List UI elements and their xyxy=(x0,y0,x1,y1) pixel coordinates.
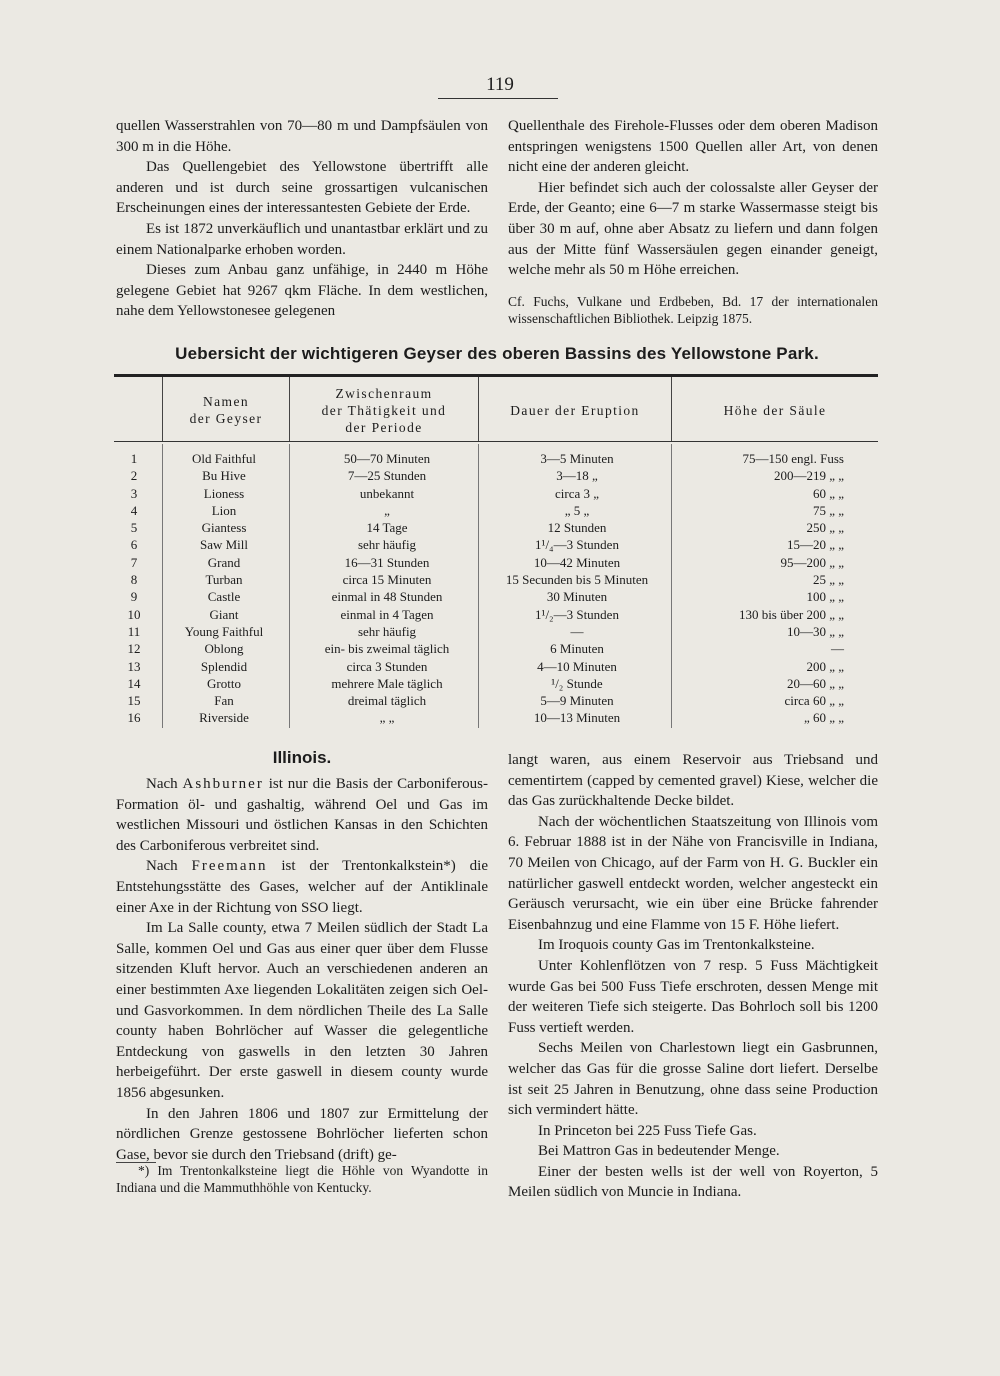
duration-cell: 4—10 Minuten xyxy=(537,658,617,674)
height-cell: 200 „ „ xyxy=(806,658,844,674)
row-number: 16 xyxy=(127,710,141,726)
interval-cell: 16—31 Stunden xyxy=(344,554,430,570)
footnote-text: *) Im Trentonkalksteine liegt die Höhle von Wyandotte in Indiana und die Mammuthhöhle von Kentucky. xyxy=(116,1163,488,1195)
table-row xyxy=(114,623,878,640)
duration-cell: 3—5 Minuten xyxy=(540,451,614,466)
table-row xyxy=(114,709,878,726)
row-number: 13 xyxy=(127,658,141,674)
table-row xyxy=(114,554,878,571)
author-name: Freemann xyxy=(191,858,268,875)
duration-cell: 10—42 Minuten xyxy=(533,554,621,570)
interval-cell: circa 15 Minuten xyxy=(342,572,432,588)
author-name: Ashburner xyxy=(182,776,264,792)
table-row xyxy=(114,640,878,657)
geyser-name: Riverside xyxy=(199,710,249,726)
paragraph: Hier befindet sich auch der colossalste aller Geyser der Erde, der Geanto; eine 6—7 m starke Wassermasse steigt bis über 30 m auf, ohne aber Absatz zu liefern und dann folgen aus der Mitte fünf Wassersäulen gegen einander geneigt, welche mehr als 50 m Höhe erreichen. xyxy=(508,179,878,279)
interval-cell: ein- bis zweimal täglich xyxy=(324,641,450,657)
geyser-name: Fan xyxy=(214,693,234,709)
height-cell: 200—219 „ „ xyxy=(773,468,844,484)
row-number: 15 xyxy=(127,693,141,709)
duration-cell: 15 Secunden bis 5 Minuten xyxy=(505,572,649,588)
footnote xyxy=(116,1162,488,1196)
geyser-name: Saw Mill xyxy=(199,537,249,553)
height-cell: 75 „ „ xyxy=(812,502,844,518)
geyser-name: Giantess xyxy=(201,520,247,536)
row-number: 14 xyxy=(127,675,141,691)
height-cell: 25 „ „ xyxy=(812,572,844,588)
paragraph: Nach der wöchentlichen Staatszeitung von Illinois vom 6. Februar 1888 ist in der Nähe von Francisville in Indiana, 70 Meilen von Chicago, auf der Farm von H. G. Buckler ein natürlicher gaswell entdeckt worden, welcher angesteckt ein Geräusch verursacht, wie ein über eine Brücke fahrender Eisenbahnzug und eine Flamme von 15 F. Höhe liefert. xyxy=(508,813,878,933)
geyser-name: Lioness xyxy=(203,485,245,501)
row-number: 6 xyxy=(130,537,138,553)
row-number: 11 xyxy=(127,623,141,639)
paragraph: Das Quellengebiet des Yellowstone übertrifft alle anderen und ist durch seine grossartigen vulcanischen Erscheinungen eines der interessantesten Gebiete der Erde. xyxy=(116,159,488,217)
duration-cell: circa 3 „ xyxy=(554,485,600,501)
row-number: 10 xyxy=(127,606,141,622)
header-label: Namen der Geyser xyxy=(189,394,263,426)
interval-cell: sehr häufig xyxy=(357,537,417,553)
table-row xyxy=(114,658,878,675)
duration-cell: 30 Minuten xyxy=(546,589,608,605)
geyser-name: Oblong xyxy=(204,641,244,657)
top-left-column xyxy=(116,116,488,322)
row-number: 4 xyxy=(130,502,138,518)
geyser-table-body xyxy=(114,450,878,727)
duration-cell: 10—13 Minuten xyxy=(533,710,621,726)
table-row xyxy=(114,519,878,536)
text-run: Nach xyxy=(146,858,192,875)
text-run: ist nur die Basis der Carboniferous-Formation öl- und gashaltig, während Oel und Gas im westlichen Missouri und östlichen Kansas in den Schichten des Carboniferous verbreitet sind. xyxy=(116,776,488,854)
row-number: 9 xyxy=(130,589,138,605)
interval-cell: einmal in 48 Stunden xyxy=(331,589,443,605)
bottom-left-column xyxy=(116,774,488,1165)
duration-cell: 3—18 „ xyxy=(556,468,598,484)
table-row xyxy=(114,536,878,553)
table-row xyxy=(114,588,878,605)
reference-note: Cf. Fuchs, Vulkane und Erdbeben, Bd. 17 der internationalen wissenschaftlichen Bibliothek. Leipzig 1875. xyxy=(508,293,878,326)
geyser-name: Turban xyxy=(205,572,243,588)
duration-cell: „ 5 „ xyxy=(564,502,590,518)
interval-cell: 7—25 Stunden xyxy=(347,468,427,484)
header-label: Dauer der Eruption xyxy=(510,402,640,418)
height-cell: — xyxy=(831,641,844,657)
paragraph: Es ist 1872 unverkäuflich und unantastbar erklärt und zu einem Nationalparke erhoben worden. xyxy=(116,220,488,258)
paragraph: Unter Kohlenflötzen von 7 resp. 5 Fuss Mächtigkeit wurde Gas bei 500 Fuss Tiefe erschroten, dessen Menge mit der weiteren Tiefe sich steigerte. Das Bohrloch soll bis 1200 Fuss vertieft werden. xyxy=(508,957,878,1036)
interval-cell: dreimal täglich xyxy=(347,693,427,709)
page-number: 119 xyxy=(486,74,514,95)
row-number: 12 xyxy=(127,641,141,657)
header-label: Zwischenraum der Thätigkeit und der Periode xyxy=(321,385,447,435)
interval-cell: „ xyxy=(384,502,390,518)
table-row xyxy=(114,485,878,502)
duration-cell: 1¹/₄—3 Stunden xyxy=(535,537,619,553)
paragraph xyxy=(116,856,488,918)
interval-cell: unbekannt xyxy=(359,485,415,501)
table-header-duration xyxy=(479,380,671,440)
row-number: 2 xyxy=(130,468,138,484)
height-cell: 130 bis über 200 „ „ xyxy=(738,606,844,622)
geyser-name: Young Faithful xyxy=(184,623,264,639)
row-number: 8 xyxy=(130,572,138,588)
duration-cell: ¹/₂ Stunde xyxy=(551,675,603,691)
table-top-rule xyxy=(114,374,878,377)
height-cell: „ 60 „ „ xyxy=(803,710,844,726)
geyser-name: Grotto xyxy=(207,675,241,691)
height-cell: 20—60 „ „ xyxy=(786,675,844,691)
geyser-name: Bu Hive xyxy=(202,468,246,484)
duration-cell: 1¹/₂—3 Stunden xyxy=(535,606,619,622)
text-run: ist der Trentonkalkstein*) die Entstehungsstätte des Gases, welcher auf der Antiklinale einer Axe in der Richtung von SSO liegt. xyxy=(116,858,488,916)
duration-cell: 12 Stunden xyxy=(547,520,607,536)
height-cell: 10—30 „ „ xyxy=(786,623,844,639)
interval-cell: 14 Tage xyxy=(366,520,408,536)
geyser-name: Giant xyxy=(209,606,239,622)
table-row xyxy=(114,675,878,692)
height-cell: circa 60 „ „ xyxy=(784,693,844,709)
height-cell: 250 „ „ xyxy=(806,520,844,536)
interval-cell: circa 3 Stunden xyxy=(346,658,428,674)
height-cell: 60 „ „ xyxy=(812,485,844,501)
section-title-illinois: Illinois. xyxy=(272,748,332,767)
interval-cell: sehr häufig xyxy=(357,623,417,639)
paragraph: langt waren, aus einem Reservoir aus Triebsand und cementirtem (capped by cemented gravel) Kiese, welcher die das Gas zurückhaltende Decke bildet. xyxy=(508,752,878,810)
interval-cell: einmal in 4 Tagen xyxy=(340,606,434,622)
paragraph: In Princeton bei 225 Fuss Tiefe Gas. xyxy=(538,1122,757,1139)
top-right-column xyxy=(508,116,878,327)
text-run: Nach xyxy=(146,776,183,792)
paragraph: Quellenthale des Firehole-Flusses oder dem oberen Madison entspringen wenigstens 1500 Quellen aller Art, von denen nicht eine der anderen gleicht. xyxy=(508,118,878,176)
row-number: 7 xyxy=(130,554,138,570)
row-number: 3 xyxy=(130,485,138,501)
table-row xyxy=(114,467,878,484)
duration-cell: 5—9 Minuten xyxy=(540,693,614,709)
paragraph: Sechs Meilen von Charlestown liegt ein Gasbrunnen, welcher das Gas für die grosse Saline dort liefert. Derselbe ist seit 25 Jahren in Benutzung, ohne dass seine Production sich vermindert hätte. xyxy=(508,1040,878,1119)
paragraph: In den Jahren 1806 und 1807 zur Ermittelung der nördlichen Grenze gestossene Bohrlöcher lieferten schon Gase, bevor sie durch den Triebsand (drift) ge- xyxy=(116,1105,488,1163)
table-title: Uebersicht der wichtigeren Geyser des oberen Bassins des Yellowstone Park. xyxy=(175,344,819,363)
height-cell: 15—20 „ „ xyxy=(786,537,844,553)
table-row xyxy=(114,450,878,467)
paragraph: quellen Wasserstrahlen von 70—80 m und Dampfsäulen von 300 m in die Höhe. xyxy=(116,118,488,155)
interval-cell: mehrere Male täglich xyxy=(331,675,443,691)
paragraph: Im La Salle county, etwa 7 Meilen südlich der Stadt La Salle, kommen Oel und Gas aus einer quer über dem Flusse sitzenden Kluft hervor. Auch an verschiedenen anderen an einer bestimmten Axe liegenden Lokalitäten zeigen sich Oel- und Gasvorkommen. In dem nördlichen Theile des La Salle county haben Bohrlöcher auf Wasser die gelegentliche Entdeckung von gaswells in den letzten 30 Jahren herbeigeführt. Der erste gaswell in diesem county wurde 1856 abgesunken. xyxy=(116,920,488,1101)
geyser-name: Splendid xyxy=(200,658,248,674)
paragraph: Einer der besten wells ist der well von Royerton, 5 Meilen südlich von Muncie in Indiana. xyxy=(508,1163,878,1201)
table-header-name xyxy=(163,380,289,440)
height-cell: 100 „ „ xyxy=(806,589,844,605)
paragraph: Im Iroquois county Gas im Trentonkalksteine. xyxy=(538,937,815,954)
table-header-interval xyxy=(290,380,478,440)
table-header-height xyxy=(672,380,878,440)
row-number: 5 xyxy=(130,520,138,536)
table-row xyxy=(114,606,878,623)
paragraph: Bei Mattron Gas in bedeutender Menge. xyxy=(538,1143,780,1160)
duration-cell: — xyxy=(570,623,584,639)
paragraph: Dieses zum Anbau ganz unfähige, in 2440 m Höhe gelegene Gebiet hat 9267 qkm Fläche. In dem westlichen, nahe dem Yellowstonesee gelegenen xyxy=(116,262,488,320)
bottom-right-column xyxy=(508,750,878,1203)
table-header-rule xyxy=(114,441,878,442)
height-cell: 95—200 „ „ xyxy=(780,554,844,570)
geyser-name: Old Faithful xyxy=(192,451,256,466)
page-number-rule xyxy=(438,98,558,99)
height-cell: 75—150 engl. Fuss xyxy=(742,451,844,466)
geyser-name: Castle xyxy=(207,589,241,605)
geyser-name: Lion xyxy=(211,502,237,518)
table-row xyxy=(114,571,878,588)
duration-cell: 6 Minuten xyxy=(550,641,604,657)
row-number: 1 xyxy=(130,451,138,466)
header-label: Höhe der Säule xyxy=(723,402,827,418)
geyser-name: Grand xyxy=(207,554,241,570)
table-row xyxy=(114,502,878,519)
paragraph xyxy=(116,774,488,856)
interval-cell: „ „ xyxy=(379,710,395,726)
table-row xyxy=(114,692,878,709)
interval-cell: 50—70 Minuten xyxy=(343,451,431,466)
